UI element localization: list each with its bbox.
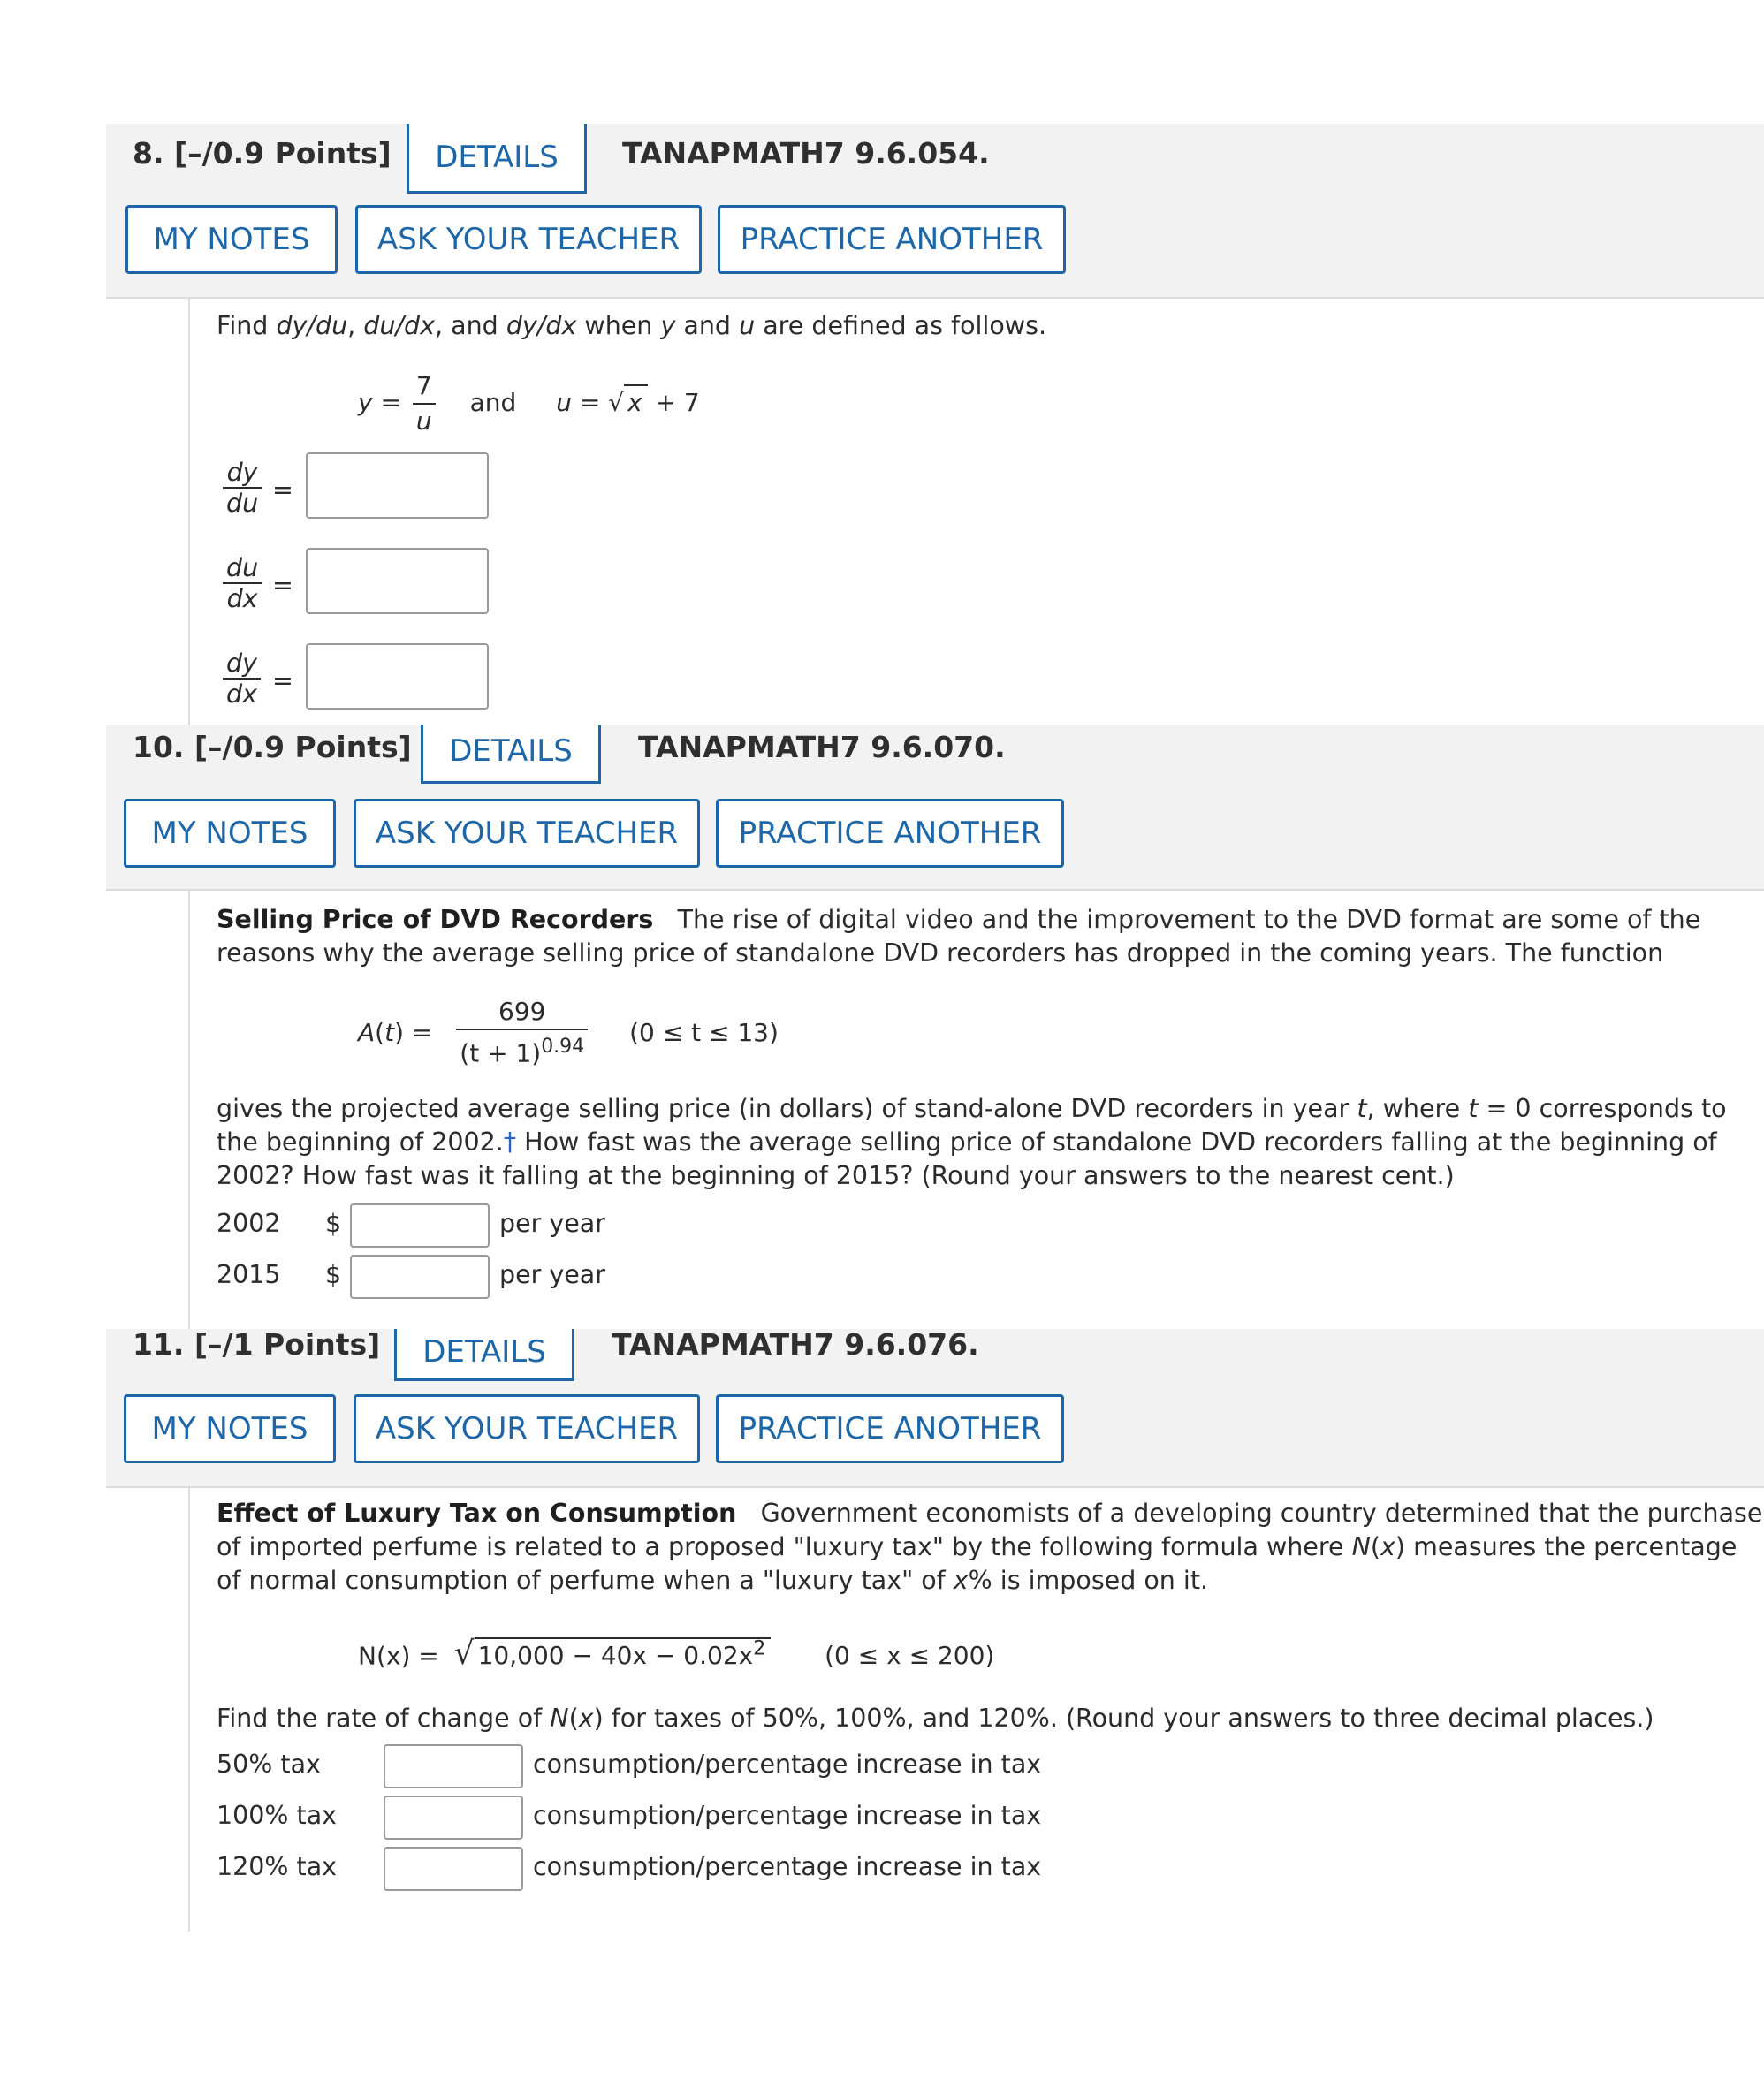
q10-details-tab[interactable]: DETAILS — [421, 725, 601, 784]
q8-equals-sign: = — [272, 475, 293, 505]
footnote-dagger-link[interactable]: † — [503, 1128, 517, 1157]
q8-answer-row: $\frac{dy}{dx}$ — [219, 649, 264, 709]
q11-120-tax-input[interactable] — [384, 1847, 523, 1891]
q11-50-tax-input[interactable] — [384, 1744, 523, 1788]
q11-question: Find the rate of change of N(x) for taxes of 50%, 100%, and 120%. (Round your answers to three decimal places.) — [217, 1704, 1654, 1733]
q11-problem-code: TANAPMATH7 9.6.076. — [612, 1327, 979, 1362]
q8-my-notes-button[interactable]: MY NOTES — [125, 205, 338, 274]
q10-currency-label: $ — [325, 1209, 342, 1238]
q10-unit-label: per year — [499, 1260, 605, 1289]
q11-formula: N(x) = √ $10,000 - 40x - 0.02x^2$ (0 ≤ x ≤ 200) — [358, 1636, 995, 1673]
q11-header — [106, 1329, 1764, 1488]
q10-title: 10. [–/0.9 Points] — [133, 730, 412, 764]
q11-unit-label: consumption/percentage increase in tax — [533, 1852, 1042, 1881]
q8-equals-sign: = — [272, 571, 293, 600]
q8-problem-code: TANAPMATH7 9.6.054. — [622, 136, 990, 171]
q10-ask-teacher-button[interactable]: ASK YOUR TEACHER — [354, 799, 700, 868]
q11-ask-teacher-button[interactable]: ASK YOUR TEACHER — [354, 1394, 700, 1463]
q10-2002-input[interactable] — [350, 1203, 490, 1248]
q11-tax-label: 120% tax — [217, 1852, 338, 1881]
q8-equals-sign: = — [272, 666, 293, 695]
q11-100-tax-input[interactable] — [384, 1796, 523, 1840]
q8-equation: y = $\frac{7}{u}$ and u = √ x + 7 — [358, 369, 700, 438]
q10-formula-fraction: $\frac{699}{(t + 1)^{0.94}}$ — [456, 995, 588, 1070]
q10-year-label: 2002 — [217, 1209, 281, 1238]
q11-unit-label: consumption/percentage increase in tax — [533, 1801, 1042, 1830]
q10-content-rule — [188, 891, 190, 1329]
q8-dy-dx-input[interactable] — [306, 643, 489, 710]
q10-header — [106, 725, 1764, 891]
q8-answer-row: $\frac{du}{dx}$ — [219, 553, 265, 613]
q10-year-label: 2015 — [217, 1260, 281, 1289]
q10-formula: A(t) = $\frac{699}{(t + 1)^{0.94}}$ (0 ≤ t ≤ 13) — [358, 995, 779, 1070]
q8-header — [106, 124, 1764, 299]
q8-practice-another-button[interactable]: PRACTICE ANOTHER — [718, 205, 1066, 274]
q8-content-rule — [188, 299, 190, 725]
q8-ask-teacher-button[interactable]: ASK YOUR TEACHER — [355, 205, 702, 274]
q11-heading: Effect of Luxury Tax on Consumption — [217, 1499, 737, 1528]
q8-dy-du-input[interactable] — [306, 452, 489, 519]
q10-2015-input[interactable] — [350, 1255, 490, 1299]
q11-intro: Effect of Luxury Tax on Consumption Government economists of a developing country determined that the purchase of imported perfume is related to a proposed "luxury tax" by the following formula where N(x) measures the percentage of normal consumption of perfume when a "luxury tax" of x% is imposed on it. — [217, 1499, 1763, 1595]
q8-answer-row: $\frac{dy}{du}$ — [219, 458, 265, 518]
q11-tax-label: 50% tax — [217, 1750, 321, 1779]
q11-content-rule — [188, 1488, 190, 1932]
q8-title: 8. [–/0.9 Points] — [133, 136, 392, 171]
q11-title: 11. [–/1 Points] — [133, 1327, 381, 1362]
q11-unit-label: consumption/percentage increase in tax — [533, 1750, 1042, 1779]
q8-prompt: Find dy/du, du/dx, and dy/dx when y and u are defined as follows. — [217, 311, 1047, 340]
q10-intro: Selling Price of DVD Recorders The rise of digital video and the improvement to the DVD format are some of the reasons why the average selling price of standalone DVD recorders has dropped in the coming years. The function — [217, 905, 1701, 968]
q8-details-tab[interactable]: DETAILS — [407, 124, 587, 194]
q10-question: gives the projected average selling price (in dollars) of stand-alone DVD recorders in year t, where t = 0 corresponds to the beginning of 2002.† How fast was the average selling price of standalone DVD recorders falling at the beginning of 2002? How fast was it falling at the beginning of 2015? (Round your answers to the nearest cent.) — [217, 1094, 1727, 1190]
q11-practice-another-button[interactable]: PRACTICE ANOTHER — [716, 1394, 1064, 1463]
q10-heading: Selling Price of DVD Recorders — [217, 905, 654, 934]
q10-practice-another-button[interactable]: PRACTICE ANOTHER — [716, 799, 1064, 868]
q8-y-fraction: $\frac{7}{u}$ — [413, 369, 436, 438]
q11-details-tab[interactable]: DETAILS — [394, 1329, 574, 1381]
q11-tax-label: 100% tax — [217, 1801, 338, 1830]
q8-du-dx-input[interactable] — [306, 548, 489, 614]
q10-my-notes-button[interactable]: MY NOTES — [124, 799, 336, 868]
q10-problem-code: TANAPMATH7 9.6.070. — [638, 730, 1006, 764]
q11-my-notes-button[interactable]: MY NOTES — [124, 1394, 336, 1463]
q10-currency-label: $ — [325, 1260, 342, 1289]
q10-unit-label: per year — [499, 1209, 605, 1238]
